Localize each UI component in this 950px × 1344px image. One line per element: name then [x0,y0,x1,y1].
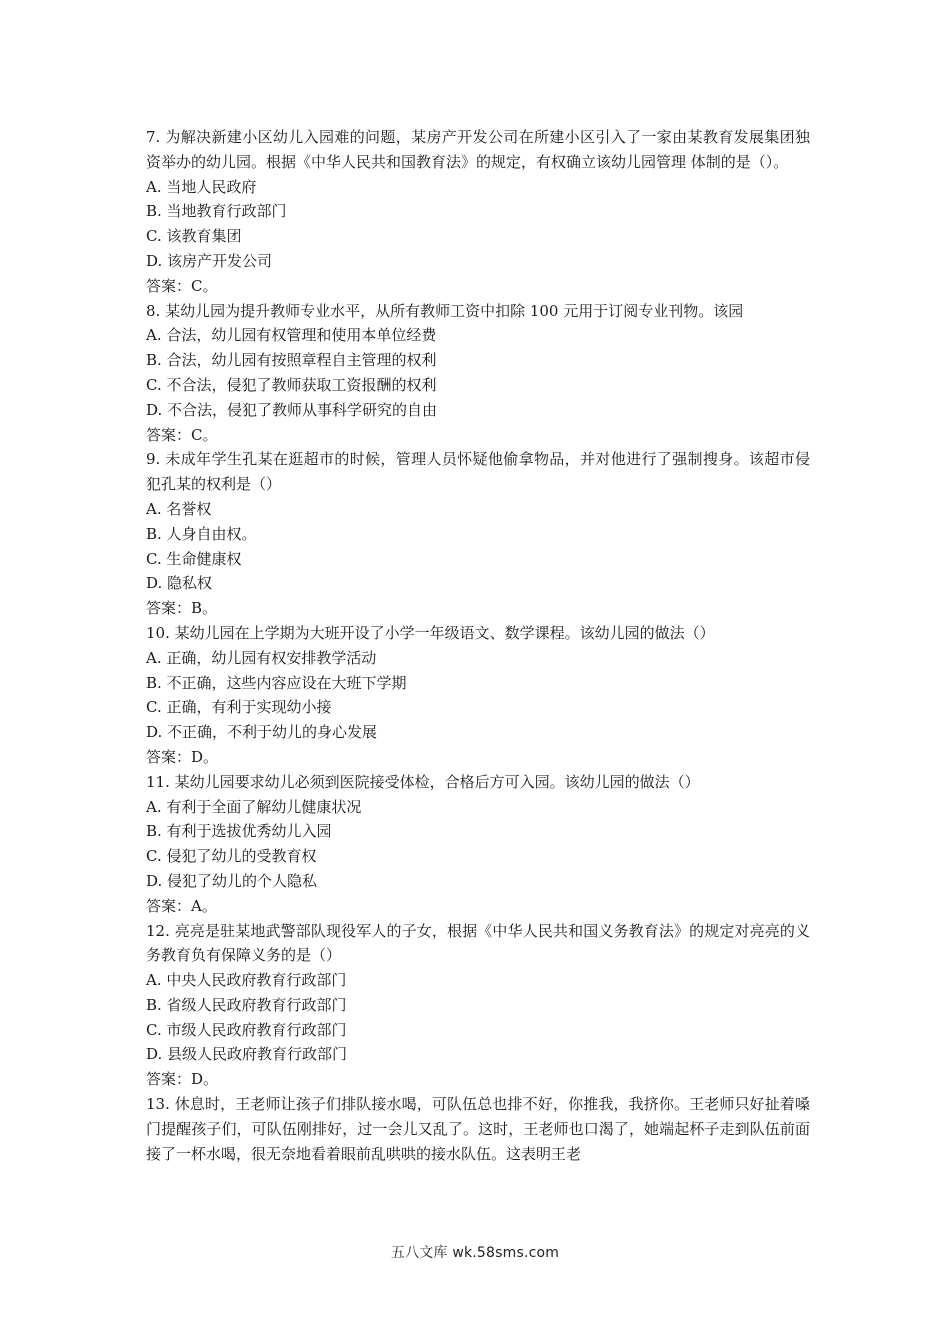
question-10-option-a: A. 正确，幼儿园有权安排教学活动 [146,648,377,667]
question-11-text: 11. 某幼儿园要求幼儿必须到医院接受体检，合格后方可入园。该幼儿园的做法（） [146,772,700,791]
question-13-text: 13. 休息时，王老师让孩子们排队接水喝，可队伍总也排不好，你推我，我挤你。王老师只好扯着嗓门提醒孩子们，可队伍刚排好，过一会儿又乱了。这时，王老师也口渴了，她端起杯子走到队伍前面接了一杯水喝，很无奈地看着眼前乱哄哄的接水队伍。这表明王老 [146,1095,810,1163]
question-7-option-b: B. 当地教育行政部门 [146,202,287,221]
question-10-answer: 答案：D。 [146,747,219,766]
question-7-option-a: A. 当地人民政府 [146,177,257,196]
question-8-option-d: D. 不合法，侵犯了教师从事科学研究的自由 [146,400,438,419]
question-10-text: 10. 某幼儿园在上学期为大班开设了小学一年级语文、数学课程。该幼儿园的做法（） [146,623,715,642]
question-12-option-a: A. 中央人民政府教育行政部门 [146,971,347,990]
question-9-text: 9. 未成年学生孔某在逛超市的时候，管理人员怀疑他偷拿物品，并对他进行了强制搜身。该超市侵犯孔某的权利是（） [146,450,810,494]
question-9-option-b: B. 人身自由权。 [146,524,257,543]
question-12-option-d: D. 县级人民政府教育行政部门 [146,1045,348,1064]
question-9-option-c: C. 生命健康权 [146,549,242,568]
question-8-option-b: B. 合法，幼儿园有按照章程自主管理的权利 [146,351,437,370]
footer-watermark: 五八文库 wk.58sms.com [390,1245,560,1261]
question-11-option-d: D. 侵犯了幼儿的个人隐私 [146,871,318,890]
question-10-option-b: B. 不正确，这些内容应设在大班下学期 [146,673,407,692]
question-12-text: 12. 亮亮是驻某地武警部队现役军人的子女，根据《中华人民共和国义务教育法》的规定对亮亮的义务教育负有保障义务的是（） [146,921,810,965]
question-12-answer: 答案：D。 [146,1070,219,1089]
question-11-answer: 答案：A。 [146,896,217,915]
question-9-option-a: A. 名誉权 [146,499,212,518]
question-12-option-c: C. 市级人民政府教育行政部门 [146,1020,347,1039]
question-12-option-b: B. 省级人民政府教育行政部门 [146,995,347,1014]
question-7-answer: 答案：C。 [146,276,218,295]
question-10-option-c: C. 正确，有利于实现幼小接 [146,698,332,717]
question-9-option-d: D. 隐私权 [146,574,213,593]
question-8-option-a: A. 合法，幼儿园有权管理和使用本单位经费 [146,326,437,345]
question-11-option-c: C. 侵犯了幼儿的受教育权 [146,847,317,866]
question-7-option-d: D. 该房产开发公司 [146,251,273,270]
question-7-option-c: C. 该教育集团 [146,227,242,246]
question-8-text: 8. 某幼儿园为提升教师专业水平，从所有教师工资中扣除 100 元用于订阅专业刊物。该园 [146,301,744,320]
question-8-answer: 答案：C。 [146,425,218,444]
question-11-option-b: B. 有利于选拔优秀幼儿入园 [146,822,332,841]
question-list [146,125,810,1166]
question-7-text: 7. 为解决新建小区幼儿入园难的问题，某房产开发公司在所建小区引入了一家由某教育发展集团独资举办的幼儿园。根据《中华人民共和国教育法》的规定，有权确立该幼儿园管理 体制的是（）。 [146,128,810,171]
question-9-answer: 答案：B。 [146,599,218,618]
question-8-option-c: C. 不合法，侵犯了教师获取工资报酬的权利 [146,375,437,394]
question-11-option-a: A. 有利于全面了解幼儿健康状况 [146,797,362,816]
question-10-option-d: D. 不正确，不利于幼儿的身心发展 [146,723,378,742]
